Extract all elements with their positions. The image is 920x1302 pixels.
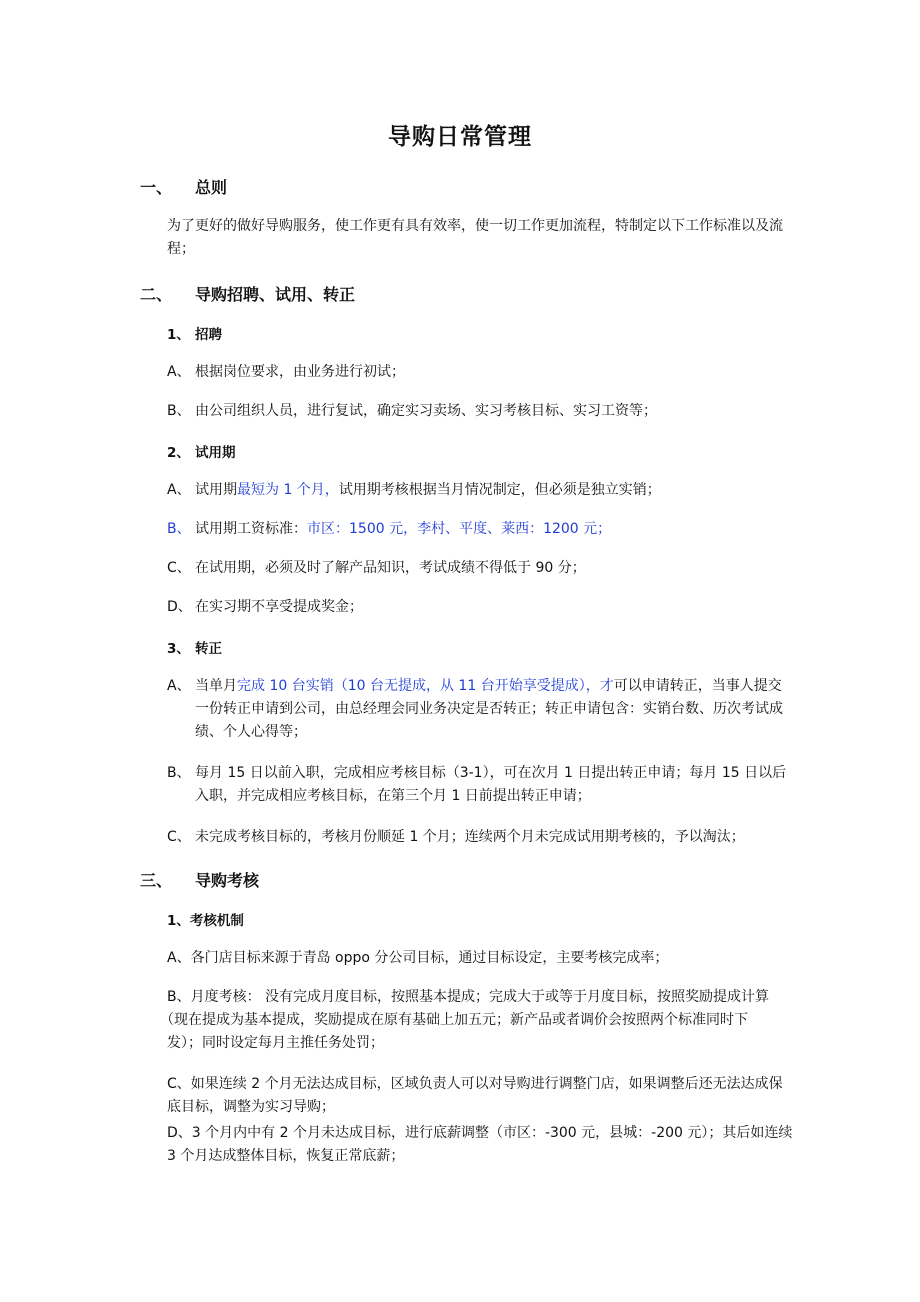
section-1-paragraph-line2: 程； <box>167 241 195 257</box>
regular-a-pre: 当单月 <box>195 678 237 694</box>
regular-item-a-line1 <box>195 675 782 697</box>
probation-item-d: 在实习期不享受提成奖金； <box>195 599 363 615</box>
assessment-item-b-line3: 发）；同时设定每月主推任务处罚； <box>167 1035 384 1051</box>
probation-item-c: 在试用期，必须及时了解产品知识，考试成绩不得低于 90 分； <box>195 560 586 576</box>
assessment-item-c-line2: 底目标，调整为实习导购； <box>167 1099 335 1115</box>
item-mark: B、 <box>167 521 191 537</box>
probation-a-pre: 试用期 <box>195 482 237 498</box>
assessment-item-d-line1: D、3 个月内中有 2 个月未达成目标，进行底薪调整（市区：-300 元，县城：-200 元）；其后如连续 <box>167 1125 793 1141</box>
item-mark: D、 <box>167 599 192 615</box>
regular-item-a-line3: 绩、个人心得等； <box>195 724 307 740</box>
section-1-heading: 总则 <box>195 178 228 197</box>
subsection-2-3-number: 3、 <box>167 641 190 657</box>
item-mark: B、 <box>167 403 191 419</box>
assessment-item-d-line2: 3 个月达成整体目标，恢复正常底薪； <box>167 1148 405 1164</box>
section-2-number: 二、 <box>140 285 173 304</box>
item-mark: C、 <box>167 829 191 845</box>
document-title: 导购日常管理 <box>388 124 532 150</box>
assessment-item-b-line1: B、月度考核： 没有完成月度目标，按照基本提成；完成大于或等于月度目标，按照奖励提成计算 <box>167 989 770 1005</box>
regular-a-post: 可以申请转正，当事人提交 <box>613 678 782 694</box>
section-1-number: 一、 <box>140 178 173 197</box>
section-1-paragraph-line1: 为了更好的做好导购服务，使工作更有具有效率，使一切工作更加流程，特制定以下工作标准以及流 <box>167 218 783 234</box>
probation-a-highlight: 最短为 1 个月， <box>237 482 339 498</box>
item-mark: C、 <box>167 560 191 576</box>
assessment-item-c-line1: C、如果连续 2 个月无法达成目标，区域负责人可以对导购进行调整门店，如果调整后还无法达成保 <box>167 1076 783 1092</box>
probation-item-b <box>195 518 611 540</box>
regular-item-a-line2: 一份转正申请到公司，由总经理会同业务决定是否转正；转正申请包含：实销台数、历次考试成 <box>195 701 783 717</box>
regular-item-c: 未完成考核目标的，考核月份顺延 1 个月；连续两个月未完成试用期考核的，予以淘汰； <box>195 829 745 845</box>
probation-b-highlight: 市区：1500 元，李村、平度、莱西：1200 元； <box>307 521 612 537</box>
subsection-3-1-heading: 1、考核机制 <box>167 913 244 929</box>
item-mark: A、 <box>167 364 191 380</box>
probation-a-post: 试用期考核根据当月情况制定，但必须是独立实销； <box>338 482 661 498</box>
section-3-number: 三、 <box>140 871 173 890</box>
subsection-2-2-heading: 试用期 <box>195 445 236 461</box>
subsection-2-1-heading: 招聘 <box>195 327 222 343</box>
section-3-heading: 导购考核 <box>195 871 260 890</box>
subsection-2-1-number: 1、 <box>167 327 190 343</box>
recruit-item-a: 根据岗位要求，由业务进行初试； <box>195 364 405 380</box>
subsection-2-2-number: 2、 <box>167 445 190 461</box>
item-mark: A、 <box>167 482 191 498</box>
regular-item-b-line2: 入职，并完成相应考核目标，在第三个月 1 日前提出转正申请； <box>195 788 591 804</box>
section-2-heading: 导购招聘、试用、转正 <box>195 285 356 304</box>
assessment-item-b-line2: （现在提成为基本提成，奖励提成在原有基础上加五元；新产品或者调价会按照两个标准同时下 <box>160 1012 748 1028</box>
probation-item-a <box>195 479 661 501</box>
regular-a-highlight: 完成 10 台实销（10 台无提成，从 11 台开始享受提成），才 <box>237 678 614 694</box>
probation-b-pre: 试用期工资标准： <box>195 521 307 537</box>
assessment-item-a: A、各门店目标来源于青岛 oppo 分公司目标，通过目标设定，主要考核完成率； <box>167 950 669 966</box>
recruit-item-b: 由公司组织人员，进行复试，确定实习卖场、实习考核目标、实习工资等； <box>195 403 657 419</box>
item-mark: A、 <box>167 678 191 694</box>
subsection-2-3-heading: 转正 <box>195 641 222 657</box>
regular-item-b-line1: 每月 15 日以前入职，完成相应考核目标（3-1），可在次月 1 日提出转正申请；每月 15 日以后 <box>195 765 787 781</box>
item-mark: B、 <box>167 765 191 781</box>
